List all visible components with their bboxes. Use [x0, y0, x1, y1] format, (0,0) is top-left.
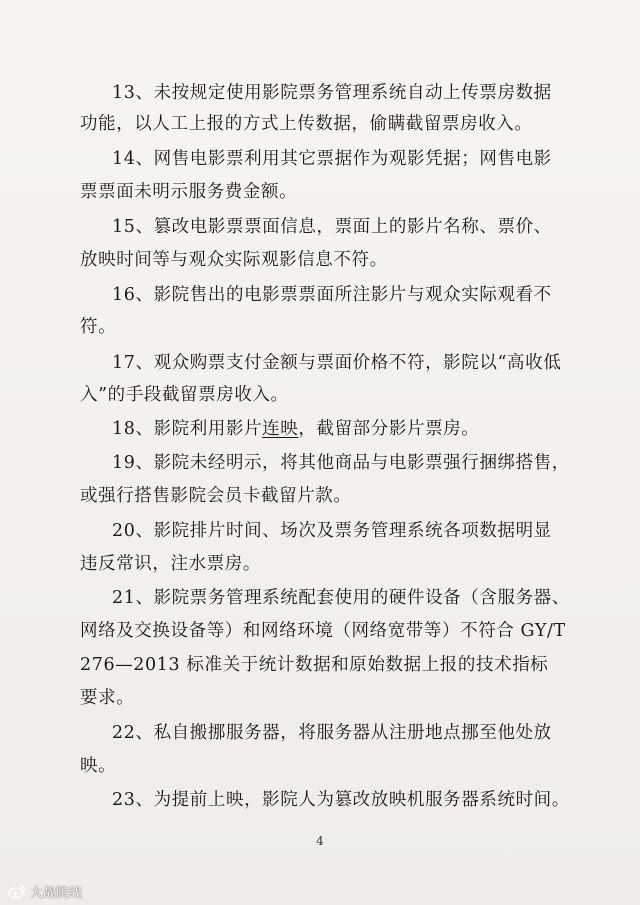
watermark [8, 882, 82, 901]
text-line: 15、篡改电影票票面信息，票面上的影片名称、票价、 [112, 217, 552, 237]
text-line: 14、网售电影票利用其它票据作为观影凭据；网售电影 [112, 149, 552, 169]
text-line: 票票面未明示服务费金额。 [80, 182, 298, 202]
text-line: 17、观众购票支付金额与票面价格不符，影院以“高收低 [112, 353, 562, 373]
text-line: 23、为提前上映，影院人为篡改放映机服务器系统时间。 [112, 790, 570, 810]
text-line: 入”的手段截留票房收入。 [80, 385, 289, 405]
text-segment: ，截留部分影片票房。 [298, 419, 480, 439]
text-line: 符。 [80, 317, 117, 337]
text-line: 映。 [80, 756, 117, 776]
page-number: 4 [316, 834, 324, 848]
text-line: 20、影院排片时间、场次及票务管理系统各项数据明显 [112, 521, 552, 541]
text-line: 或强行搭售影院会员卡截留片款。 [80, 486, 352, 506]
text-line: 22、私自搬挪服务器，将服务器从注册地点挪至他处放 [112, 723, 552, 743]
text-line: 21、影院票务管理系统配套使用的硬件设备（含服务器、 [112, 588, 570, 608]
text-line: 19、影院未经明示，将其他商品与电影票强行捆绑搭售， [112, 453, 570, 473]
text-line-18 [112, 417, 479, 441]
text-line: 违反常识，注水票房。 [80, 554, 261, 574]
underlined-text: 连映 [262, 419, 299, 439]
text-line: 16、影院售出的电影票票面所注影片与观众实际观看不 [112, 285, 552, 305]
weibo-logo-icon [8, 884, 26, 899]
text-line: 要求。 [80, 688, 135, 708]
text-line: 13、未按规定使用影院票务管理系统自动上传票房数据 [112, 83, 552, 103]
watermark-text: 大战院线 [30, 886, 83, 901]
text-line: 网络及交换设备等）和网络环境（网络宽带等）不符合 GY/T [80, 621, 566, 641]
text-segment: 18、影院利用影片 [112, 419, 263, 439]
text-line: 276—2013 标准关于统计数据和原始数据上报的技术指标 [80, 655, 549, 675]
text-line: 功能，以人工上报的方式上传数据，偷瞒截留票房收入。 [80, 114, 533, 134]
text-line: 放映时间等与观众实际观影信息不符。 [80, 250, 388, 270]
